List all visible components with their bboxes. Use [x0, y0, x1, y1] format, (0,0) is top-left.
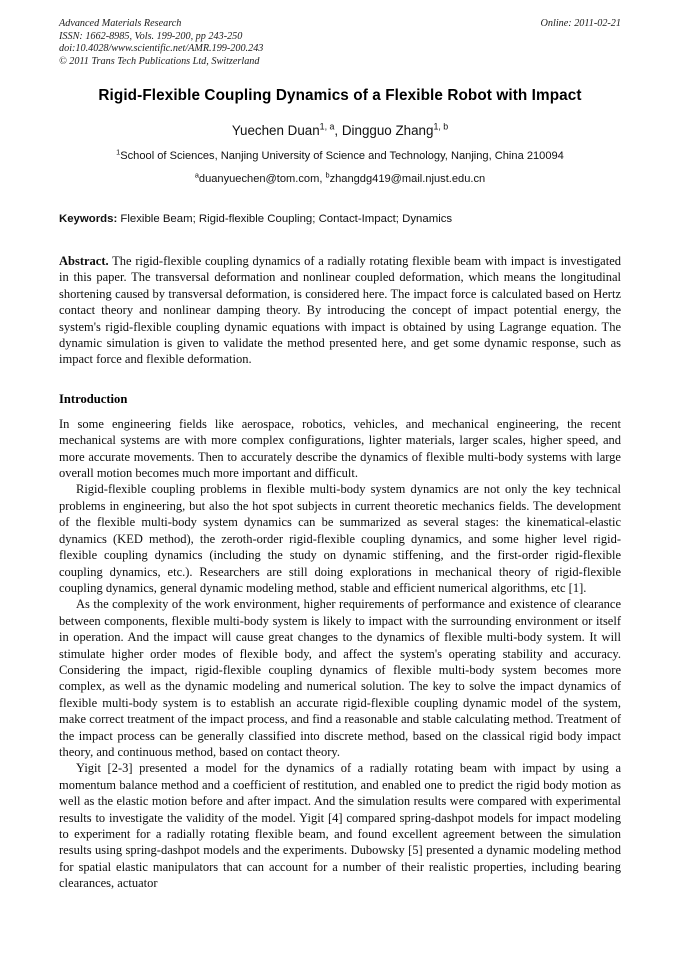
journal-copyright: © 2011 Trans Tech Publications Ltd, Switzerland — [59, 55, 260, 67]
keywords-text: Flexible Beam; Rigid-flexible Coupling; Contact-Impact; Dynamics — [120, 213, 453, 225]
author-separator: , — [334, 123, 342, 138]
journal-name: Advanced Materials Research — [59, 18, 182, 29]
abstract-section — [59, 253, 621, 368]
keywords-line — [59, 212, 621, 227]
page-content — [59, 18, 621, 892]
journal-doi: doi:10.4028/www.scientific.net/AMR.199-200.243 — [59, 43, 264, 55]
author-name-2: Dingguo Zhang — [341, 123, 434, 138]
author-list — [59, 122, 621, 140]
journal-issn-volume: ISSN: 1662-8985, Vols. 199-200, pp 243-250 — [59, 30, 243, 42]
keywords-label: Keywords: — [59, 213, 118, 225]
email-marker-a: a — [194, 170, 199, 180]
author-affiliation-marker-2: 1, b — [433, 121, 449, 132]
abstract-text: The rigid-flexible coupling dynamics of a radially rotating flexible beam with impact is investigated in this paper. The transversal deformation and nonlinear coupled deformation, which means the longitudinal shortening caused by transversal deformation, is considered here. The impact force is calculated based on Hertz contact theory and nonlinear damping theory. By introducing the concept of impact potential energy, the system's rigid-flexible coupling dynamic equations with impact is obtained by using Lagrange equation. The dynamic simulation is given to validate the method presented here, and get some dynamic response, such as impact force and flexible deformation. — [59, 254, 621, 367]
section-heading-introduction: Introduction — [59, 391, 128, 406]
online-publication-date: Online: 2011-02-21 — [540, 18, 621, 29]
affiliation-marker: 1 — [116, 147, 121, 157]
affiliation — [59, 149, 621, 164]
author-name-1: Yuechen Duan — [231, 123, 320, 138]
introduction-paragraph-4: Yigit [2-3] presented a model for the dynamics of a radially rotating beam with impact by using a momentum balance method and a coefficient of restitution, and enabled one to predict the rigid body motion as well as the elastic motion before and after impact. And the simulation results were compared with experimental results to investigate the validity of the model. Yigit [4] compared spring-dashpot models for impact modeling to experiment for a radially rotating flexible beam, and found excellent agreement between the simulation results using spring-dashpot models and the experiments. Dubowsky [5] presented a dynamic modeling method for spatial elastic manipulators that can account for a number of their realistic properties, including bearing clearances, actuator — [59, 761, 621, 891]
affiliation-text: School of Sciences, Nanjing University of Science and Technology, Nanjing, China 210094 — [120, 150, 564, 162]
email-address-1[interactable]: duanyuechen@tom.com, — [198, 173, 323, 185]
email-marker-b: b — [325, 170, 330, 180]
author-affiliation-marker-1: 1, a — [319, 121, 335, 132]
email-address-2[interactable]: zhangdg419@mail.njust.edu.cn — [329, 173, 486, 185]
journal-header — [59, 18, 621, 72]
author-emails — [59, 172, 621, 187]
page-title: Rigid-Flexible Coupling Dynamics of a Flexible Robot with Impact — [98, 87, 582, 104]
abstract-label: Abstract. — [59, 254, 109, 268]
introduction-paragraph-3: As the complexity of the work environment, higher requirements of performance and existence of clearance between components, flexible multi-body system is likely to impact with the surrounding environment or itself in operation. And the impact will cause great changes to the dynamics of flexible multi-body system. It will stimulate higher order modes of flexible body, and affect the system's operating stability and accuracy. Considering the impact, rigid-flexible coupling dynamics of flexible multi-body system becomes more complex, as well as the dynamic modeling and numerical solution. The key to solve the impact dynamics of flexible multi-body system is to establish an accurate rigid-flexible coupling dynamic model of the system, make correct treatment of the impact process, and find a reasonable and stable calculating method. Treatment of the impact process can be generally classified into discrete method, based on the classical rigid body impact theory, and continuous method, based on contact theory. — [59, 597, 621, 759]
introduction-paragraph-1: In some engineering fields like aerospace, robotics, vehicles, and mechanical engineering, the recent mechanical systems are with more complex configurations, lighter materials, larger scales, higher speed, and more accurate movements. Then to accurately describe the dynamics of flexible multi-body systems with large overall motion becomes much more important and difficult. — [59, 416, 621, 481]
introduction-paragraph-2: Rigid-flexible coupling problems in flexible multi-body system dynamics are not only the key technical problems in engineering, but also the hot spot subjects in current theoretic mechanics fields. The development of the flexible multi-body system dynamics can be summarized as several stages: the kinematical-elastic dynamics (KED method), the zeroth-order rigid-flexible coupling dynamics, and some higher level rigid-flexible coupling dynamics (including the study on dynamic stiffening, and the first-order rigid-flexible coupling dynamics, etc.). Researchers are still doing explorations in mechanical theory of rigid-flexible coupling dynamics, general dynamic modeling method, stable and efficient numerical algorithms, etc [1]. — [59, 482, 621, 595]
